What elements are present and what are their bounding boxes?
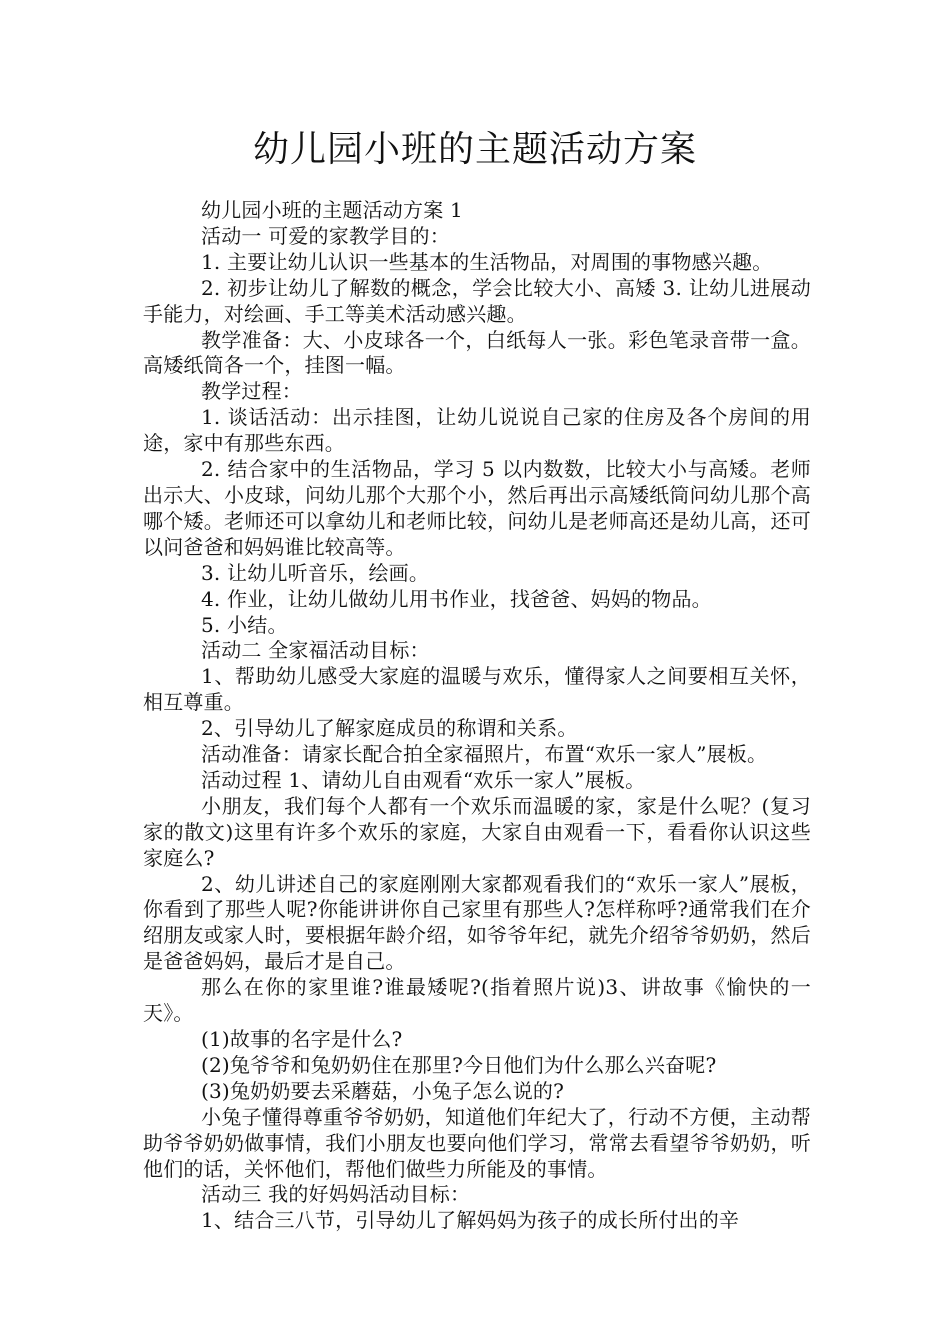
paragraph: 幼儿园小班的主题活动方案 1 — [201, 198, 463, 222]
paragraph: 4. 作业，让幼儿做幼儿用书作业，找爸爸、妈妈的物品。 — [201, 586, 712, 611]
paragraph: (1)故事的名字是什么? — [201, 1027, 403, 1051]
paragraph: 1. 谈话活动：出示挂图，让幼儿说说自己家的住房及各个房间的用途，家中有那些东西。 — [143, 405, 811, 456]
paragraph: 活动准备：请家长配合拍全家福照片，布置“欢乐一家人”展板。 — [201, 742, 768, 767]
paragraph: 1. 主要让幼儿认识一些基本的生活物品，对周围的事物感兴趣。 — [201, 249, 773, 274]
paragraph: 1、结合三八节，引导幼儿了解妈妈为孩子的成长所付出的辛 — [201, 1208, 740, 1233]
paragraph: 活动三 我的好妈妈活动目标： — [201, 1182, 471, 1207]
paragraph: 教学过程： — [201, 379, 302, 404]
paragraph: 活动二 全家福活动目标： — [201, 638, 430, 663]
paragraph: 5. 小结。 — [201, 612, 288, 637]
paragraph: 活动一 可爱的家教学目的： — [201, 223, 450, 248]
paragraph: 2. 初步让幼儿了解数的概念，学会比较大小、高矮 3. 让幼儿进展动手能力，对绘画、手工等美术活动感兴趣。 — [143, 275, 811, 326]
paragraph: 1、帮助幼儿感受大家庭的温暖与欢乐，懂得家人之间要相互关怀，相互尊重。 — [143, 664, 811, 715]
paragraph: 小朋友，我们每个人都有一个欢乐而温暖的家，家是什么呢？(复习家的散文)这里有许多个欢乐的家庭，大家自由观看一下，看看你认识这些家庭么? — [143, 793, 811, 870]
paragraph: 小兔子懂得尊重爷爷奶奶，知道他们年纪大了，行动不方便，主动帮助爷爷奶奶做事情，我们小朋友也要向他们学习，常常去看望爷爷奶奶，听他们的话，关怀他们，帮他们做些力所能及的事情。 — [143, 1104, 811, 1181]
paragraph: 教学准备：大、小皮球各一个，白纸每人一张。彩色笔录音带一盒。高矮纸筒各一个，挂图一幅。 — [143, 327, 811, 378]
document-title: 幼儿园小班的主题活动方案 — [252, 129, 697, 170]
paragraph: 2、幼儿讲述自己的家庭刚刚大家都观看我们的“欢乐一家人”展板，你看到了那些人呢?你能讲讲你自己家里有那些人?怎样称呼?通常我们在介绍朋友或家人时，要根据年龄介绍，如爷爷年纪，就先介绍爷爷奶奶，然后是爸爸妈妈，最后才是自己。 — [143, 871, 811, 974]
paragraph: (3)兔奶奶要去采蘑菇，小兔子怎么说的? — [201, 1078, 565, 1103]
paragraph: (2)兔爷爷和兔奶奶住在那里?今日他们为什么那么兴奋呢? — [201, 1052, 717, 1077]
paragraph: 2. 结合家中的生活物品，学习 5 以内数数，比较大小与高矮。老师出示大、小皮球，问幼儿那个大那个小，然后再出示高矮纸筒问幼儿那个高哪个矮。老师还可以拿幼儿和老师比较，问幼儿是老师高还是幼儿高，还可以问爸爸和妈妈谁比较高等。 — [143, 457, 811, 559]
paragraph: 活动过程 1、请幼儿自由观看“欢乐一家人”展板。 — [201, 767, 646, 792]
paragraph: 3. 让幼儿听音乐，绘画。 — [201, 560, 430, 585]
paragraph: 那么在你的家里谁?谁最矮呢?(指着照片说)3、讲故事《愉快的一天》。 — [143, 975, 811, 1026]
paragraph: 2、引导幼儿了解家庭成员的称谓和关系。 — [201, 716, 578, 741]
document-body — [143, 198, 811, 1234]
